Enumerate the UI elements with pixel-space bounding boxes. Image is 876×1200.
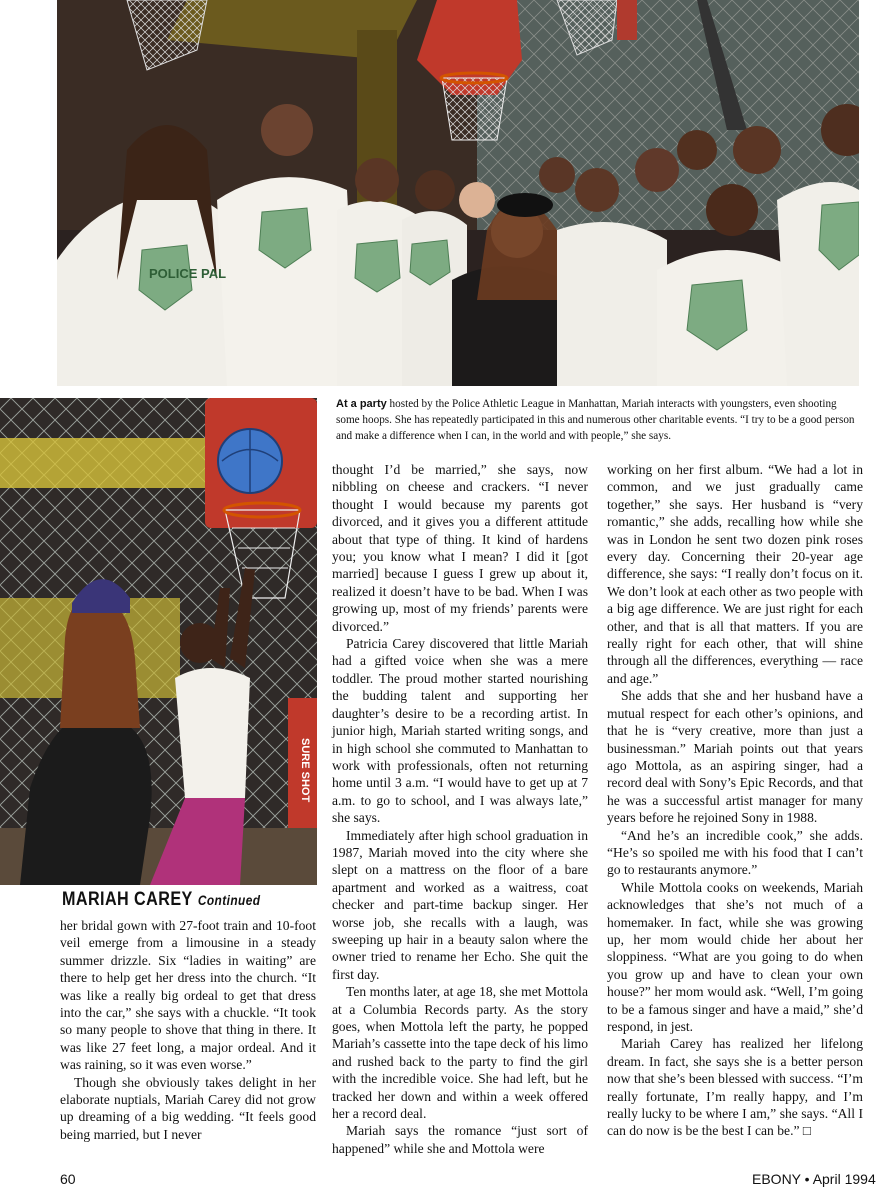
column-1	[60, 917, 316, 1143]
issue-date: April 1994	[812, 1171, 876, 1187]
shirt-logo-text: POLICE PAL	[149, 266, 227, 281]
page-number: 60	[60, 1171, 76, 1187]
column-2	[332, 461, 588, 1157]
paragraph: Mariah Carey has realized her lifelong dream. In fact, she says she is a better person now that she’s been blessed with success. “I’m really fortunate, I’m really happy, and I’m really lucky to be where I am,” she says. “All I can do now is be the best I can be.” □	[607, 1036, 863, 1139]
paragraph: Patricia Carey discovered that little Mariah had a gifted voice when she was a mere toddler. The proud mother started nourishing the budding talent and supporting her daughter’s desire to be a recording artist. In junior high, Mariah started writing songs, and in high school she commuted to Manhattan to work with professionals, often not returning home until 3 a.m. “I would have to get up at 7 a.m. to go to school, and I was always late,” she says.	[332, 636, 588, 826]
magazine-folio	[752, 1171, 876, 1187]
column-3	[607, 461, 863, 1140]
paragraph: Immediately after high school graduation in 1987, Mariah moved into the city where she slept on a mattress on the floor of a bare apartment and worked as a waitress, coat checker and part-time backup singer. Her worse job, she recalls with a laugh, was sweeping up hair in a beauty salon where the owner tried to rename her Echo. She quit the first day.	[332, 827, 588, 982]
sign-text: SURE SHOT	[299, 738, 311, 803]
paragraph: working on her first album. “We had a lot in common, and we just gradually came together,” she says. Her husband is “very romantic,” she adds, recalling how while she was in London he sent two dozen pink roses every day. Concerning their 20-year age difference, she says: “I really don’t focus on it. We don’t look at each other as two people with a big age difference. We are just right for each other, and that is all that matters. If you are really right for each other, that will shine through all the differences, everything — race and age.”	[607, 462, 863, 686]
paragraph: Mariah says the romance “just sort of happened” while she and Mottola were	[332, 1123, 588, 1156]
photo-caption	[336, 396, 862, 444]
caption-lead: At a party	[336, 398, 387, 410]
caption-text: hosted by the Police Athletic League in Manhattan, Mariah interacts with youngsters, even shooting some hoops. She has repeatedly participated in this and numerous other charitable events. “I try to be a good person and make a difference when I can, in the world and with people,” she says.	[336, 398, 855, 442]
paragraph: Ten months later, at age 18, she met Mottola at a Columbia Records party. As the story goes, when Mottola left the party, he popped Mariah’s cassette into the tape deck of his limo and rushed back to the party to find the girl with the incredible voice. She had left, but he tracked her down and within a week offered her a record deal.	[332, 984, 588, 1122]
paragraph: “And he’s an incredible cook,” she adds. “He’s so spoiled me with his food that I can’t go to restaurants anymore.”	[607, 827, 863, 878]
paragraph: Though she obviously takes delight in her elaborate nuptials, Mariah Carey did not grow up dreaming of a big wedding. “It feels good being married, but I never	[60, 1074, 316, 1142]
paragraph: She adds that she and her husband have a mutual respect for each other’s opinions, and that he is “very creative, more than just a businessman.” Mariah points out that years ago Mottola, as an aspiring singer, had a record deal with Sony’s Epic Records, and that he was a successful artist manager for many years before he rejoined Sony in 1988.	[607, 688, 863, 826]
basketball-photo	[0, 398, 317, 885]
heading-name: MARIAH CAREY	[62, 889, 193, 910]
paragraph: While Mottola cooks on weekends, Mariah acknowledges that she’s not much of a homemaker. In fact, while she was growing up, her mom would chide her about her sloppiness. “What are you going to do when you grow up and have to clean your own house?” her mom would ask. “Well, I’m going to be a famous singer and have a maid,” she’d respond, in jest.	[607, 879, 863, 1034]
top-photo	[57, 0, 859, 386]
paragraph: her bridal gown with 27-foot train and 10-foot veil emerge from a limousine in a steady summer drizzle. Six “ladies in waiting” are there to help get her dress into the church. “It was like a really big ordeal to get that dress into the car,” she says with a chuckle. “It took so many people to shove that thing in there. It was like 27 feet long, a major ordeal. And it was raining, so it was even worse.”	[60, 918, 316, 1073]
top-photo-graphic	[57, 0, 859, 386]
folio-bullet: •	[804, 1171, 810, 1187]
magazine-name: EBONY	[752, 1171, 801, 1187]
article-heading	[62, 889, 260, 911]
paragraph: thought I’d be married,” she says, now nibbling on cheese and crackers. “I never thought I would because my parents got divorced, and it gives you a different attitude about that type of thing. It kind of hardens you; you know what I mean? I did it [got married] because I guess I grew up about it, realized it doesn’t have to be bad. When I was growing up, most of my friends’ parents were divorced.”	[332, 462, 588, 634]
basketball-photo-graphic	[0, 398, 317, 885]
heading-continued: Continued	[197, 892, 261, 908]
